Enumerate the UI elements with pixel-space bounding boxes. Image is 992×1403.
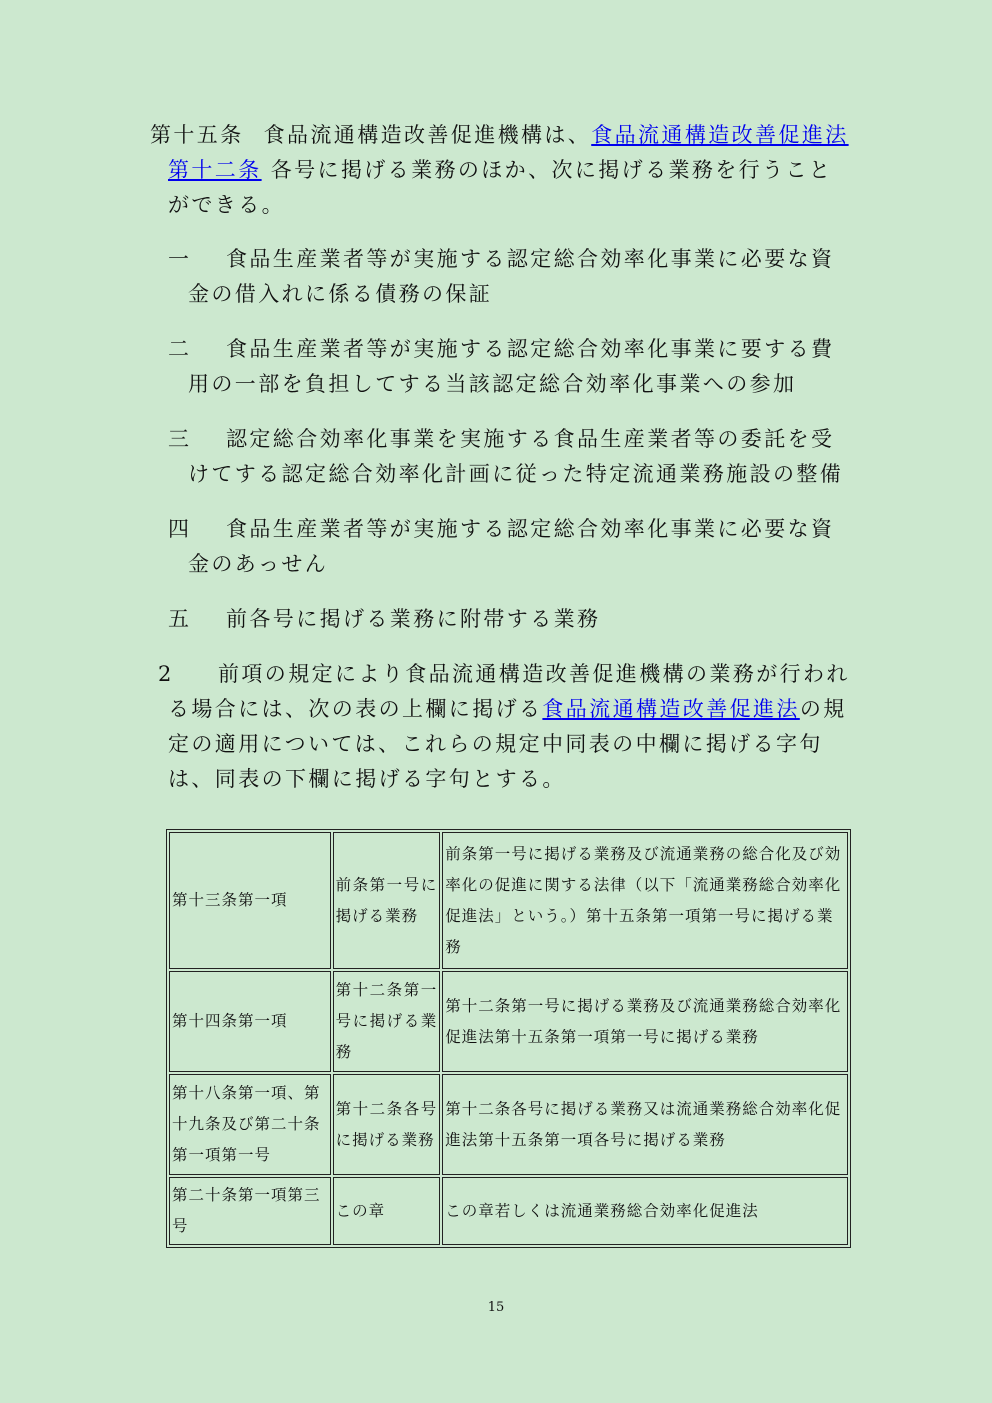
table-cell-replacement-phrase: 第十二条第一号に掲げる業務及び流通業務総合効率化促進法第十五条第一項第一号に掲げる業務 [442, 971, 848, 1072]
item-number: 二 [168, 337, 192, 361]
table-cell-original-phrase: 第十二条第一号に掲げる業務 [333, 971, 441, 1072]
paragraph-text-after-link: の規定の適用については、これらの規定中同表の中欄に掲げる字句は、同表の下欄に掲げる字句とする。 [168, 697, 847, 791]
table-cell-replacement-phrase: 第十二条各号に掲げる業務又は流通業務総合効率化促進法第十五条第一項各号に掲げる業務 [442, 1074, 848, 1175]
item-text: 認定総合効率化事業を実施する食品生産業者等の委託を受けてする認定総合効率化計画に従った特定流通業務施設の整備 [188, 427, 844, 486]
item-text: 食品生産業者等が実施する認定総合効率化事業に必要な資金の借入れに係る債務の保証 [188, 247, 835, 306]
item-text: 食品生産業者等が実施する認定総合効率化事業に必要な資金のあっせん [188, 517, 835, 576]
table-cell-original-phrase: この章 [333, 1177, 441, 1245]
paragraph-text-before-link: 前項の規定により食品流通構造改善促進機構の業務が行われる場合には、次の表の上欄に掲げる [168, 662, 850, 721]
table-row [169, 971, 848, 1072]
article-text-after-link: 各号に掲げる業務のほか、次に掲げる業務を行うことができる。 [168, 158, 833, 217]
list-item [150, 512, 850, 582]
item-list [150, 242, 850, 637]
page-number: 15 [487, 1300, 505, 1315]
table-row [169, 1177, 848, 1245]
item-number: 三 [168, 427, 192, 451]
article-body [150, 118, 850, 797]
table-cell-original-phrase: 第十二条各号に掲げる業務 [333, 1074, 441, 1175]
item-number: 四 [168, 517, 192, 541]
list-item [150, 602, 850, 637]
item-number: 五 [168, 607, 192, 631]
table-cell-provision: 第二十条第一項第三号 [169, 1177, 331, 1245]
substitution-table [166, 829, 851, 1248]
law-link-food-distribution-act[interactable]: 食品流通構造改善促進法 [542, 697, 800, 721]
list-item [150, 242, 850, 312]
item-text: 前各号に掲げる業務に附帯する業務 [226, 607, 601, 631]
paragraph-number: 2 [158, 662, 174, 686]
paragraph-2 [150, 657, 850, 797]
table-cell-provision: 第十八条第一項、第十九条及び第二十条第一項第一号 [169, 1074, 331, 1175]
table-cell-provision: 第十四条第一項 [169, 971, 331, 1072]
item-text: 食品生産業者等が実施する認定総合効率化事業に要する費用の一部を負担してする当該認定総合効率化事業への参加 [188, 337, 835, 396]
table-cell-replacement-phrase: 前条第一号に掲げる業務及び流通業務の総合化及び効率化の促進に関する法律（以下「流通業務総合効率化促進法」という。）第十五条第一項第一号に掲げる業務 [442, 832, 848, 969]
list-item [150, 422, 850, 492]
table-cell-original-phrase: 前条第一号に掲げる業務 [333, 832, 441, 969]
table-cell-provision: 第十三条第一項 [169, 832, 331, 969]
table-cell-replacement-phrase: この章若しくは流通業務総合効率化促進法 [442, 1177, 848, 1245]
item-number: 一 [168, 247, 192, 271]
table-row [169, 1074, 848, 1175]
article-text-before-link: 食品流通構造改善促進機構は、 [263, 123, 592, 147]
law-link-food-distribution-act-article-12[interactable]: 食品流通構造改善促進法第十二条 [168, 123, 849, 182]
table-row [169, 832, 848, 969]
list-item [150, 332, 850, 402]
article-15-main-paragraph [150, 118, 850, 223]
article-label: 第十五条 [150, 123, 244, 147]
